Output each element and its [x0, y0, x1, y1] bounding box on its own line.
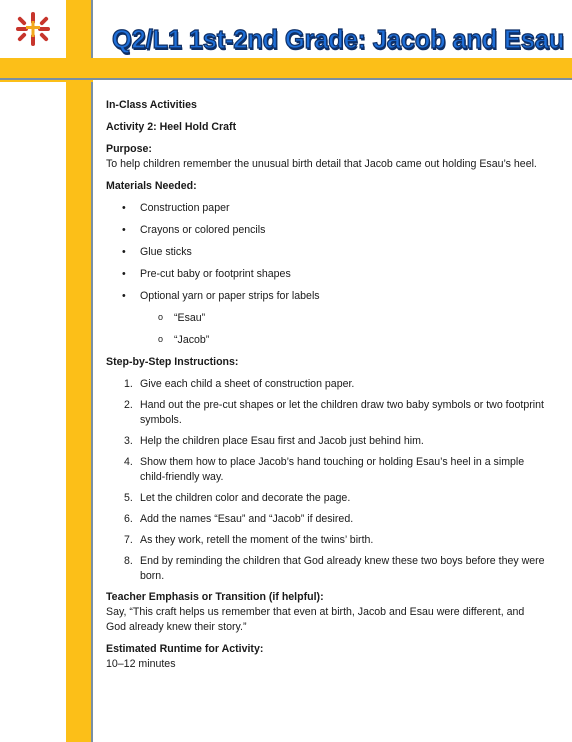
step-item	[106, 455, 546, 485]
list-item: • Glue sticks	[106, 245, 546, 260]
runtime-heading: Estimated Runtime for Activity:	[106, 643, 264, 655]
emphasis-text: Say, “This craft helps us remember that even at birth, Jacob and Esau were different, and God already knew their story.”	[106, 606, 525, 633]
cross-vertical-bar-edge	[91, 0, 93, 742]
list-item: • Construction paper	[106, 201, 546, 216]
emphasis-heading: Teacher Emphasis or Transition (if helpful):	[106, 591, 324, 603]
list-item: o “Jacob”	[106, 333, 546, 348]
step-text: As they work, retell the moment of the twins’ birth.	[140, 534, 374, 546]
step-item	[106, 434, 546, 449]
steps-heading: Step-by-Step Instructions:	[106, 356, 239, 368]
materials-heading: Materials Needed:	[106, 180, 197, 192]
step-item	[106, 491, 546, 506]
step-text: End by reminding the children that God already knew these two boys before they were born.	[140, 555, 545, 582]
page-title: Q2/L1 1st-2nd Grade: Jacob and Esau	[112, 26, 565, 54]
cross-vertical-bar	[66, 0, 91, 742]
step-text: Show them how to place Jacob’s hand touching or holding Esau’s heel in a simple child-friendly way.	[140, 456, 525, 483]
step-number: 3.	[124, 435, 133, 447]
cross-horizontal-bar	[0, 58, 572, 78]
step-text: Hand out the pre-cut shapes or let the children draw two baby symbols or two footprint symbols.	[140, 399, 544, 426]
runtime-text: 10–12 minutes	[106, 658, 176, 670]
step-item	[106, 398, 546, 428]
step-item	[106, 512, 546, 527]
step-number: 7.	[124, 534, 133, 546]
section-heading: In-Class Activities	[106, 99, 197, 111]
step-number: 4.	[124, 456, 133, 468]
purpose-text: To help children remember the unusual birth detail that Jacob came out holding Esau’s heel.	[106, 158, 537, 170]
step-number: 5.	[124, 492, 133, 504]
purpose-heading: Purpose:	[106, 143, 152, 155]
step-number: 1.	[124, 378, 133, 390]
materials-list	[106, 201, 546, 304]
step-item	[106, 554, 546, 584]
list-item: • Crayons or colored pencils	[106, 223, 546, 238]
step-text: Help the children place Esau first and Jacob just behind him.	[140, 435, 424, 447]
step-text: Let the children color and decorate the page.	[140, 492, 351, 504]
label-sublist	[106, 311, 546, 348]
activity-content	[106, 98, 546, 672]
activity-title: Activity 2: Heel Hold Craft	[106, 121, 237, 133]
step-text: Add the names “Esau” and “Jacob” if desired.	[140, 513, 354, 525]
step-item	[106, 533, 546, 548]
step-number: 8.	[124, 555, 133, 567]
list-item: • Pre-cut baby or footprint shapes	[106, 267, 546, 282]
list-item: o “Esau”	[106, 311, 546, 326]
step-number: 2.	[124, 399, 133, 411]
list-item: • Optional yarn or paper strips for labels	[106, 289, 546, 304]
step-number: 6.	[124, 513, 133, 525]
step-text: Give each child a sheet of construction paper.	[140, 378, 355, 390]
church-cross-logo-icon	[15, 11, 51, 47]
steps-list	[106, 377, 546, 584]
cross-horizontal-bar-bottom	[0, 80, 93, 82]
step-item	[106, 377, 546, 392]
